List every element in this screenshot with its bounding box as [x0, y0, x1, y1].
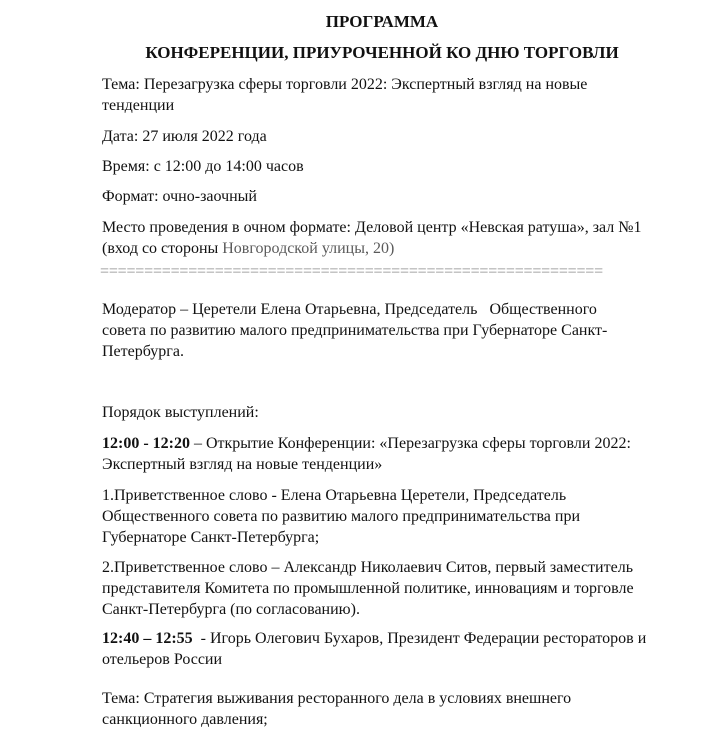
session-time: 12:40 – 12:55: [102, 630, 193, 647]
theme-paragraph: Тема: Перезагрузка сферы торговли 2022: Экспертный взгляд на новые тенденции: [102, 76, 588, 114]
program-title: ПРОГРАММА: [325, 12, 439, 31]
session-text: – Открытие Конференции: «Перезагрузка сферы торговли 2022: Экспертный взгляд на новые тенденции»: [102, 435, 635, 473]
order-heading: Порядок выступлений:: [102, 404, 259, 421]
session-theme-paragraph: Тема: Стратегия выживания ресторанного дела в условиях внешнего санкционного давления;: [102, 690, 572, 728]
venue-paragraph: [102, 217, 652, 259]
session-time: 12:00 - 12:20: [102, 435, 190, 452]
time-paragraph: Время: с 12:00 до 14:00 часов: [102, 158, 304, 175]
separator-line: =========================================================: [100, 263, 603, 280]
greeting-item: 2.Приветственное слово – Александр Николаевич Ситов, первый заместитель представителя Комитета по промышленной политике, инновациям и торговле Санкт-Петербурга (по согласованию).: [102, 559, 634, 618]
session-item: [102, 628, 682, 670]
format-paragraph: Формат: очно-заочный: [102, 188, 257, 205]
moderator-paragraph: Модератор – Церетели Елена Отарьевна, Председатель Общественного совета по развитию малого предпринимательства при Губернаторе Санкт-Петербурга.: [102, 301, 608, 360]
session-item: [102, 433, 682, 475]
conference-title: КОНФЕРЕНЦИИ, ПРИУРОЧЕННОЙ КО ДНЮ ТОРГОВЛИ: [145, 43, 619, 62]
venue-text: Место проведения в очном формате: Деловой центр «Невская ратуша», зал №1 (вход со стороны: [102, 219, 642, 257]
venue-address-highlight: Новгородской улицы, 20): [222, 240, 395, 257]
date-paragraph: Дата: 27 июля 2022 года: [102, 128, 267, 145]
session-text: - Игорь Олегович Бухаров, Президент Федерации рестораторов и отельеров России: [102, 630, 651, 668]
greeting-item: 1.Приветственное слово - Елена Отарьевна Церетели, Председатель Общественного совета по развитию малого предпринимательства при Губернаторе Санкт-Петербурга;: [102, 487, 581, 546]
